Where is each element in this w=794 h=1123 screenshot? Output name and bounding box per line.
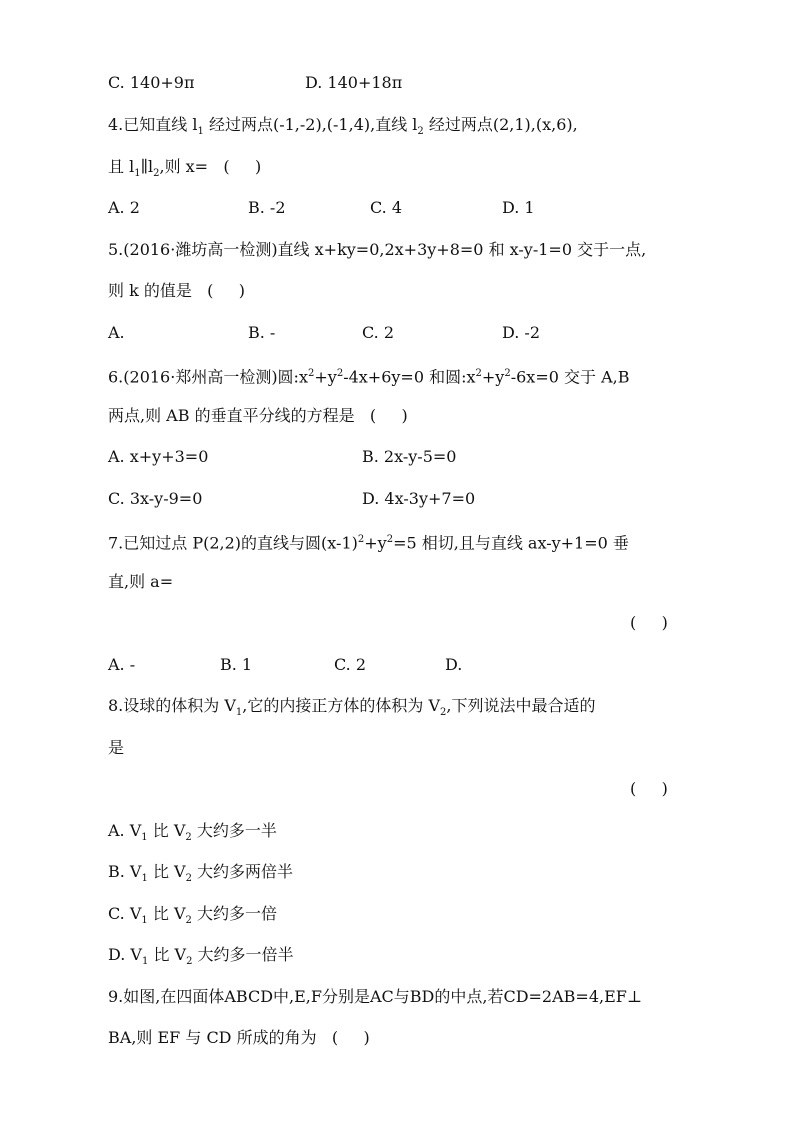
q4-option-c: C. 4	[370, 198, 403, 217]
q8-option-a: A. $V_1$ 比 $V_2$ 大约多一半	[108, 821, 277, 844]
q7-option-a: A. -	[108, 655, 136, 674]
q5-option-a: A.	[108, 323, 125, 342]
q4-option-a: A. 2	[108, 198, 140, 217]
q5-option-c: C. 2	[362, 323, 395, 342]
q3-option-d: D. 140+18π	[305, 73, 403, 92]
q6-option-c: C. 3x-y-9=0	[108, 489, 203, 508]
q6-option-d: D. 4x-3y+7=0	[362, 489, 476, 508]
q5-stem-line2: 则 k 的值是 ( )	[108, 281, 246, 300]
q4-option-b: B. -2	[248, 198, 286, 217]
q6-stem-line1: 6.(2016·郑州高一检测)圆$:x^2+y^2-4x+6y=0$ 和圆$:x^2+y^2-6x=0$ 交于 A,B	[108, 367, 630, 387]
q8-stem-line2: 是	[108, 738, 125, 757]
q8-option-c: C. $V_1$ 比 $V_2$ 大约多一倍	[108, 904, 277, 927]
q6-option-b: B. 2x-y-5=0	[362, 447, 457, 466]
q8-option-d: D. $V_1$ 比 $V_2$ 大约多一倍半	[108, 945, 294, 968]
q7-stem-line2: 直,则 a=	[108, 572, 174, 591]
q8-option-b: B. $V_1$ 比 $V_2$ 大约多两倍半	[108, 862, 294, 885]
q4-option-d: D. 1	[502, 198, 535, 217]
q7-option-b: B. 1	[220, 655, 253, 674]
q9-stem-line1: 9.如图,在四面体ABCD中,E,F分别是AC与BD的中点,若CD=2AB=4,EF⊥	[108, 987, 642, 1006]
q5-option-b: B. -	[248, 323, 276, 342]
q5-stem-line1: 5.(2016·潍坊高一检测)直线 x+ky=0,2x+3y+8=0 和 x-y-1=0 交于一点,	[108, 240, 647, 259]
q9-stem-line2: BA,则 EF 与 CD 所成的角为 ( )	[108, 1028, 370, 1047]
q4-stem-line1: 4.已知直线 $l_1$ 经过两点(-1,-2),(-1,4),直线 $l_2$ 经过两点(2,1),(x,6),	[108, 115, 578, 138]
q4-stem-line2: 且 $l_1\parallel l_2$,则 x= ( )	[108, 157, 262, 180]
q5-option-d: D. -2	[502, 323, 541, 342]
q8-stem-line1: 8.设球的体积为 $V_1$,它的内接正方体的体积为 $V_2$,下列说法中最合适的	[108, 696, 596, 719]
q8-answer-paren: ( )	[630, 779, 668, 798]
q6-stem-line2: 两点,则 AB 的垂直平分线的方程是 ( )	[108, 406, 408, 425]
q3-option-c: C. 140+9π	[108, 73, 195, 92]
q7-option-c: C. 2	[334, 655, 367, 674]
q7-answer-paren: ( )	[630, 613, 668, 632]
q7-option-d: D.	[445, 655, 463, 674]
q6-option-a: A. x+y+3=0	[108, 447, 209, 466]
q7-stem-line1: 7.已知过点 P(2,2)的直线与圆$(x-1)^2+y^2=5$ 相切,且与直线 ax-y+1=0 垂	[108, 533, 629, 553]
